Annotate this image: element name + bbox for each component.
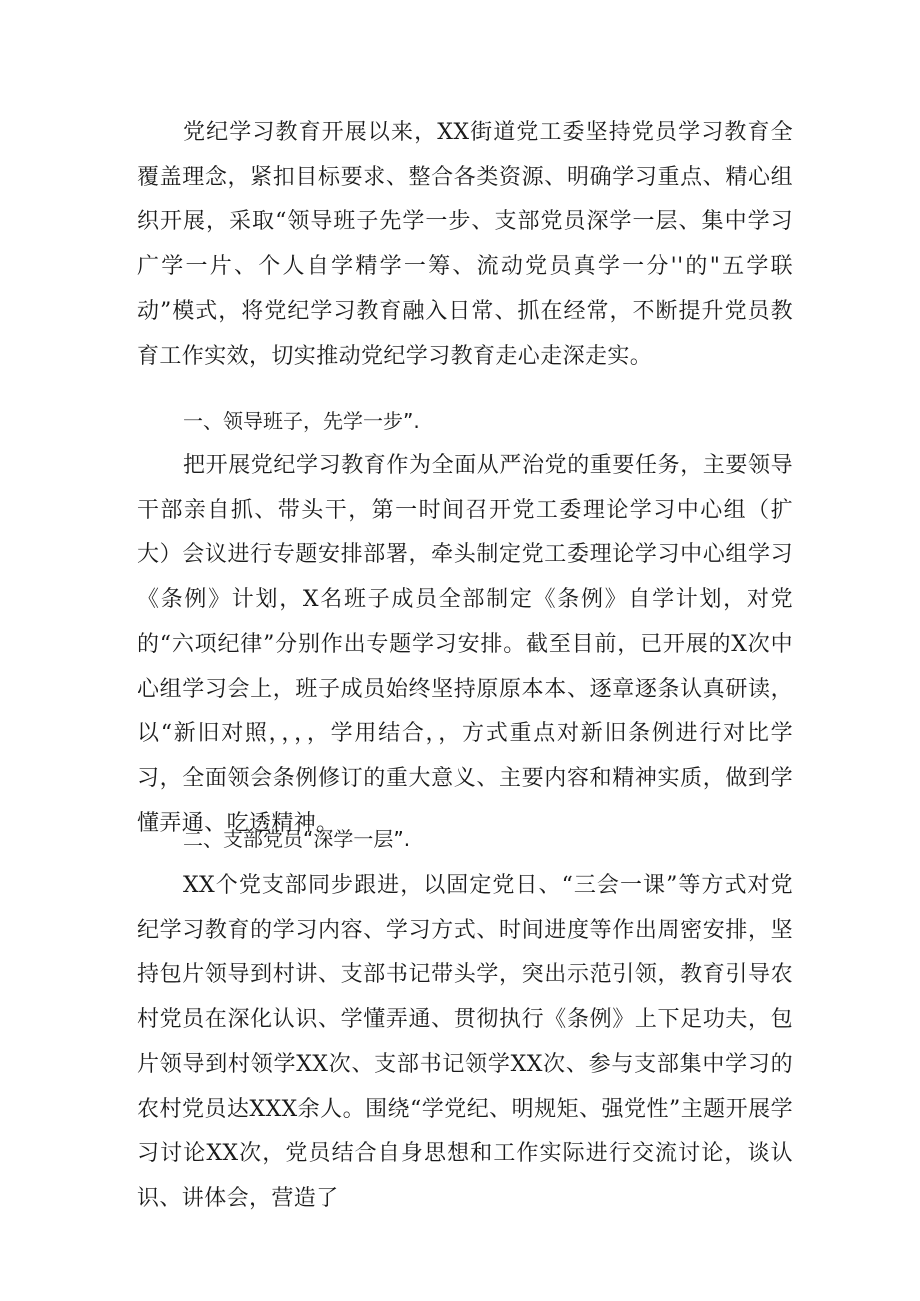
body-paragraph-intro: 党纪学习教育开展以来，XX街道党工委坚持党员学习教育全覆盖理念，紧扣目标要求、整合各类资源、明确学习重点、精心组织开展，采取“领导班子先学一步、支部党员深学一层、集中学习广学一片、个人自学精学一筹、流动党员真学一分''的"五学联动”模式，将党纪学习教育融入日常、抓在经常，不断提升党员教育工作实效，切实推动党纪学习教育走心走深走实。 — [137, 120, 793, 369]
body-paragraph-leadership: 把开展党纪学习教育作为全面从严治党的重要任务，主要领导干部亲自抓、带头干，第一时间召开党工委理论学习中心组（扩大）会议进行专题安排部署，牵头制定党工委理论学习中心组学习《条例》计划，X名班子成员全部制定《条例》自学计划，对党的“六项纪律”分别作出专题学习安排。截至目前，已开展的X次中心组学习会上，班子成员始终坚持原原本本、逐章逐条认真研读，以“新旧对照，，，，学用结合，，方式重点对新旧条例进行对比学习，全面领会条例修订的重大意义、主要内容和精神实质，做到学懂弄通、吃透精神。 — [137, 453, 793, 836]
body-paragraph-branch-members: XX个党支部同步跟进，以固定党日、“三会一课”等方式对党纪学习教育的学习内容、学习方式、时间进度等作出周密安排，坚持包片领导到村讲、支部书记带头学，突出示范引领，教育引导农村党员在深化认识、学懂弄通、贯彻执行《条例》上下足功夫，包片领导到村领学XX次、支部书记领学XX次、参与支部集中学习的农村党员达XXX余人。围绕“学党纪、明规矩、强党性”主题开展学习讨论XX次，党员结合自身思想和工作实际进行交流讨论，谈认识、讲体会，营造了 — [137, 873, 793, 1211]
section-heading-leadership: 一、领导班子，先学一步”. — [183, 409, 420, 433]
section-heading-branch-members: 二、支部党员“深学一层”. — [183, 827, 411, 851]
